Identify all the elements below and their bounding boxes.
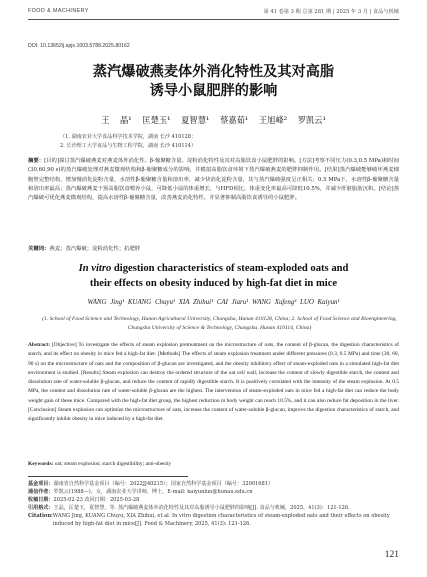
chinese-keywords <box>28 244 399 252</box>
footnote-corresponding-author <box>28 488 399 496</box>
chinese-keywords-label: 关键词： <box>28 246 50 252</box>
footnote-rule <box>28 476 188 477</box>
chinese-affiliations <box>60 133 387 150</box>
chinese-abstract-label: 摘要： <box>28 158 45 164</box>
running-header <box>28 8 399 18</box>
chinese-affiliation-1: （1. 湖南农业大学食品科学技术学院，湖南 长沙 410128； <box>60 134 197 140</box>
footnote-label: 基金项目： <box>28 481 54 487</box>
english-title-italic: In vitro <box>78 263 112 274</box>
doi: DOI: 10.13652/j.spjx.1003.5788.2025.80162 <box>28 43 130 49</box>
english-keywords-label: Keywords: <box>28 461 54 467</box>
footnote-text: 2025-02-23 改回日期：2025-03-28 <box>53 497 140 504</box>
footnote-citation-en <box>28 512 399 528</box>
footnote-dates <box>28 496 399 504</box>
english-title <box>40 262 387 291</box>
journal-name-left: FOOD & MACHINERY <box>28 8 89 14</box>
page-number: 121 <box>384 550 399 560</box>
footnote-label: 通信作者： <box>28 489 54 496</box>
footnote-label: Citation: <box>28 513 53 520</box>
chinese-title-line-2: 诱导小鼠肥胖的影响 <box>149 83 278 99</box>
english-title-line-2: their effects on obesity induced by high-fat diet in mice <box>89 277 338 289</box>
footnote-label: 引用格式： <box>28 505 54 512</box>
journal-issue-right: 第 41 卷第 3 期 总第 281 期 | 2025 年 3 月 | 食品与机械 <box>263 9 399 15</box>
footnote-text: WANG Jing, KUANG Chuyu, XIA Zhihui, et al. In vitro digestion characteristics of steam-exploded oats and their effects on obesity induced by high-fat diet in mice[J]. Food & Machinery, 2025, 41(3): 121-126. <box>52 513 390 528</box>
english-abstract <box>28 341 399 424</box>
english-authors: WANG Jing¹ KUANG Chuyu¹ XIA Zhihui¹ CAI Jiaru¹ WANG Xufeng² LUO Kaiyun¹ <box>87 299 340 306</box>
chinese-authors: 王 晶¹ 匡楚玉¹ 夏智慧¹ 蔡嘉茹¹ 王旭峰² 罗凯云¹ <box>101 115 326 125</box>
footnote-text: 罗凯云(1988—)，女，湖南农业大学讲师，博士。E-mail: kaiyunluo@hunau.edu.cn <box>53 489 253 496</box>
english-title-rest: digestion characteristics of steam-exploded oats and <box>111 263 349 274</box>
chinese-keywords-text: 燕麦；蒸汽爆破；淀粉消化性；抗肥胖 <box>49 246 141 252</box>
english-keywords-text: oat; steam explosion; starch digestibility; anti-obesity <box>54 461 172 467</box>
english-title-line-1 <box>40 262 387 277</box>
english-affiliations: (1. School of Food Science and Technology, Hunan Agricultural University, Changsha, Hunan 410128, China; 2. School of Food Science and Bioengineering, Changsha University of Science & Technology, Changsha, Hunan 410114, China) <box>42 316 397 331</box>
footnote-text: 王晶，匡楚玉，夏智慧，等. 蒸汽爆破燕麦体外消化特性及其对高脂诱导小鼠肥胖的影响[J]. 食品与机械，2025，41(3)：121-126. <box>53 505 350 512</box>
footnote-label: 收稿日期： <box>28 497 54 504</box>
chinese-title <box>28 63 399 101</box>
footnote-funding <box>28 480 399 488</box>
chinese-title-line-1: 蒸汽爆破燕麦体外消化特性及其对高脂 <box>92 64 335 80</box>
english-abstract-label: Abstract: <box>28 342 51 348</box>
chinese-abstract-text: [目的]探讨蒸汽爆破燕麦对燕麦体外消化性、β-葡聚糖含量、淀粉消化特性及其对高脂饮食小鼠肥胖的影响。[方法]考察不同压力(0.3,0.5 MPa)和时间(30,60,90 s)的蒸汽爆破处理对燕麦微观结构和β-葡聚糖成分的影响，并模拟高脂饮食环境下蒸汽爆破燕麦的肥胖抑制作用。[结果]蒸汽爆破能够破坏燕麦细胞壁完整结构，增加慢消化淀粉含量，水溶性β-葡聚糖含量和溶出率，减少快消化淀粉含量，其与蒸汽爆破强度呈正相关；0.5 MPa下，水溶性β-葡聚糖含量和溶出率最高；蒸汽爆破燕麦干预高脂饮食喂养小鼠，可降低小鼠的体重增长，与HFD相比，体重变化率最高可降低10.5%，并减少肝脏脂肪沉积。[结论]蒸汽爆破可优化燕麦微观结构，提高水溶性β-葡聚糖含量，改善燕麦消化特性，并显著抑制高脂饮食诱导的小鼠肥胖。 <box>28 158 399 202</box>
english-keywords <box>28 461 399 467</box>
header-rule <box>28 19 399 20</box>
english-abstract-text: [Objective] To investigate the effects of steam explosion pretreatment on the microstructure of oats, the content of β-glucan, the digestion characteristics of starch, and its effect on obesity in mice fed a high-fat diet. [Methods] The effects of steam explosion treatment under different pressures (0.3, 0.5 MPa) and time (30, 60, 90 s) on the microstructure of oats and the composition of β-glucan are investigated, and the obesity inhibitory effect of steam-exploded oats in a simulated high-fat diet environment is studied. [Results] Steam explosion can destroy the ordered structure of the oat cell wall, increase the content of slowly digestible starch, the content and dissolution rate of water-soluble β-glucan, and reduce the content of rapidly digestible starch. It is positively correlated with the intensity of the steam explosion. At 0.5 MPa, the content and dissolution rate of water-soluble β-glucan are the highest. The intervention of steam-exploded oats in mice fed a high-fat diet can reduce the body weight gain of these mice. Compared with the high-fat diet group, the highest reduction in body weight can reach 10.5%, and it can also reduce fat deposition in the liver. [Conclusion] Steam explosion can optimize the microstructure of oats, increase the content of water-soluble β-glucan, improve the digestion characteristics of starch, and significantly inhibit obesity in mice induced by a high-fat diet. <box>28 342 399 422</box>
footnotes <box>28 480 399 529</box>
chinese-affiliation-2: 2. 长沙理工大学食品与生物工程学院，湖南 长沙 410114） <box>60 142 197 149</box>
footnote-citation-zh <box>28 504 399 512</box>
chinese-abstract <box>28 157 399 204</box>
footnote-text: 湖南省自然科学基金项目（编号：2022JJ40215）；国家自然科学基金项目（编号：32001681） <box>53 481 274 487</box>
